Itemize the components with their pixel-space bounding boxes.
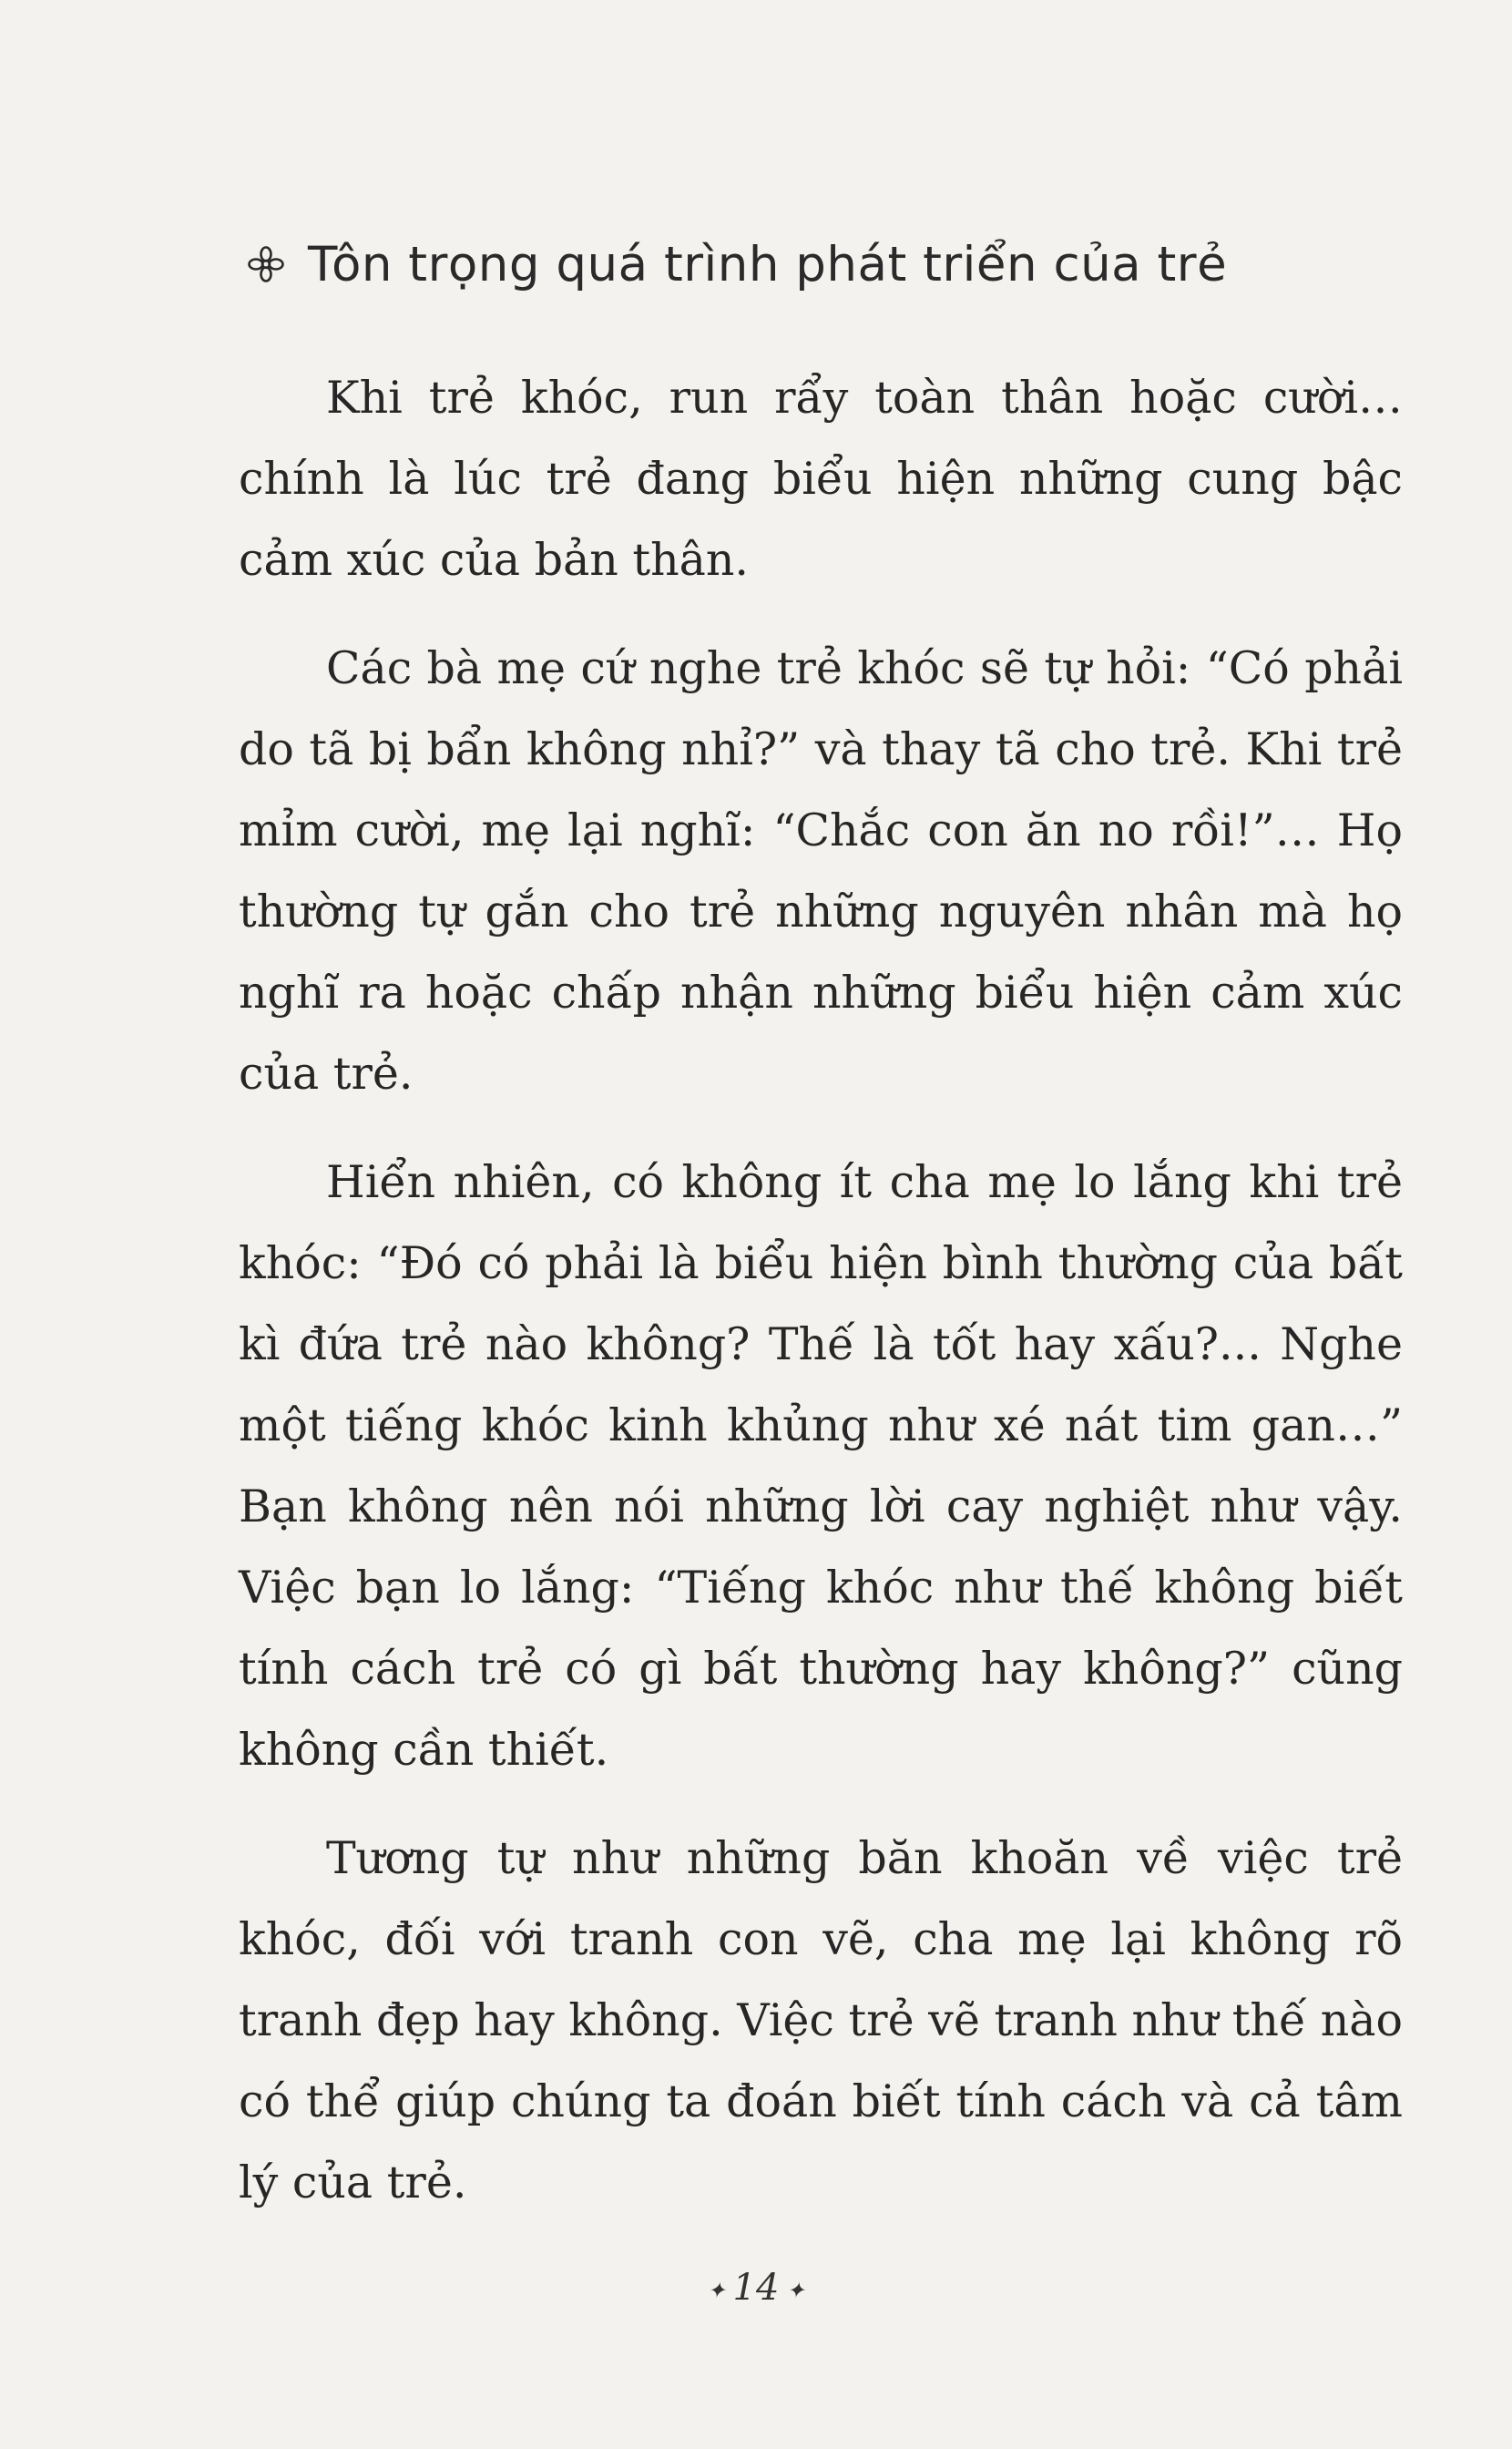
flower-icon [248,246,284,282]
section-heading-text: Tôn trọng quá trình phát triển của trẻ [308,236,1228,292]
page-number-text: 14 [732,2267,780,2309]
paragraph: Các bà mẹ cứ nghe trẻ khóc sẽ tự hỏi: “Có phải do tã bị bẩn không nhỉ?” và thay tã cho trẻ. Khi trẻ mỉm cười, mẹ lại nghĩ: “Chắc con ăn no rồi!”… Họ thường tự gắn cho trẻ những nguyên nhân mà họ nghĩ ra hoặc chấp nhận những biểu hiện cảm xúc của trẻ. [239,642,1403,1100]
paragraph: Khi trẻ khóc, run rẩy toàn thân hoặc cười… chính là lúc trẻ đang biểu hiện những cung bậc cảm xúc của bản thân. [239,372,1403,586]
star-icon: ✦ [786,2278,805,2303]
page-number [0,2267,1512,2309]
paragraph: Tương tự như những băn khoăn về việc trẻ khóc, đối với tranh con vẽ, cha mẹ lại không rõ tranh đẹp hay không. Việc trẻ vẽ tranh như thế nào có thể giúp chúng ta đoán biết tính cách và cả tâm lý của trẻ. [239,1832,1403,2208]
section-heading [248,228,1227,301]
paragraph: Hiển nhiên, có không ít cha mẹ lo lắng khi trẻ khóc: “Đó có phải là biểu hiện bình thường của bất kì đứa trẻ nào không? Thế là tốt hay xấu?... Nghe một tiếng khóc kinh khủng như xé nát tim gan…” Bạn không nên nói những lời cay nghiệt như vậy. Việc bạn lo lắng: “Tiếng khóc như thế không biết tính cách trẻ có gì bất thường hay không?” cũng không cần thiết. [239,1156,1403,1776]
body-text [239,357,1403,2250]
star-icon: ✦ [707,2278,726,2303]
